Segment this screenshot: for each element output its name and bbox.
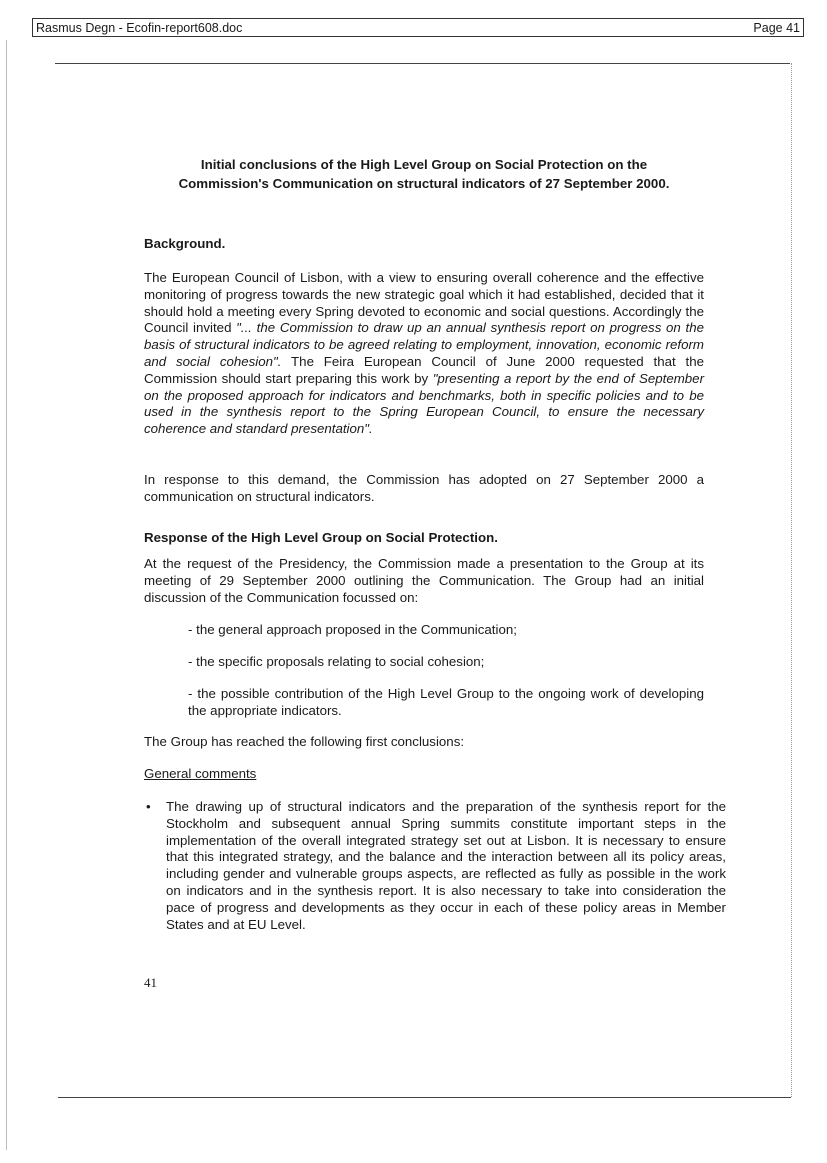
response-heading: Response of the High Level Group on Social Protection. (144, 530, 498, 545)
background-p1-text-c: The Feira European Council of June 2000 requested that the Commission should start preparing this work by (144, 353, 704, 386)
bullet-text: The drawing up of structural indicators and the preparation of the synthesis report for the Stockholm and subsequent annual Spring summits constitute important steps in the implementation of the overall integrated strategy set out at Lisbon. It is necessary to ensure that this integrated strategy, and the balance and the interaction between all its policy areas, including gender and vulnerable groups aspects, are reflected as fully as possible in the work on indicators and in the synthesis report. It is also necessary to take into consideration the pace of progress and developments as they occur in each of these policy areas in Member States and at EU Level. (166, 799, 726, 932)
bottom-rule (58, 1097, 791, 1098)
response-list-item: - the general approach proposed in the Communication; (188, 622, 517, 637)
background-p1-quote-1: "... the Commission to draw up an annual synthesis report on progress on the basis of structural indicators to be agreed relating to employment, innovation, economic reform and social cohesion". (144, 320, 704, 369)
bullet-icon: • (146, 799, 151, 814)
right-margin-rule (791, 63, 792, 1097)
title-line-1: Initial conclusions of the High Level Group on Social Protection on the (200, 157, 648, 172)
response-paragraph: At the request of the Presidency, the Commission made a presentation to the Group at its meeting of 29 September 2000 outlining the Communication. The Group had an initial discussion of the Communication focussed on: (144, 556, 704, 605)
background-p1-quote-2: "presenting a report by the end of September on the proposed approach for indicators and benchmarks, both in specific policies and to be used in the synthesis report to the Spring European Council, to ensure the necessary coherence and standard presentation". (144, 370, 705, 437)
left-margin-rule (6, 40, 7, 1150)
top-rule (55, 63, 790, 64)
background-p1-text-a: The European Council of Lisbon, with a view to ensuring overall coherence and the effective monitoring of progress towards the new strategic goal which it had established, decided that it should hold a meeting every Spring devoted to economic and social questions. Accordingly the Council invited (144, 270, 704, 336)
header-filename: Rasmus Degn - Ecofin-report608.doc (36, 21, 243, 35)
page-title (144, 155, 704, 193)
conclusions-intro: The Group has reached the following first conclusions: (144, 734, 465, 749)
response-list-item: - the specific proposals relating to social cohesion; (188, 654, 485, 669)
header-page-label: Page 41 (753, 21, 800, 35)
response-list-item: - the possible contribution of the High Level Group to the ongoing work of developing the appropriate indicators. (188, 686, 704, 718)
background-paragraph-1 (144, 270, 704, 438)
background-paragraph-2: In response to this demand, the Commission has adopted on 27 September 2000 a communication on structural indicators. (144, 472, 704, 504)
page-number: 41 (144, 975, 157, 990)
background-heading: Background. (144, 236, 226, 251)
document-header (32, 18, 804, 37)
title-line-2: Commission's Communication on structural indicators of 27 September 2000. (178, 176, 670, 191)
general-comments-heading: General comments (144, 766, 257, 781)
